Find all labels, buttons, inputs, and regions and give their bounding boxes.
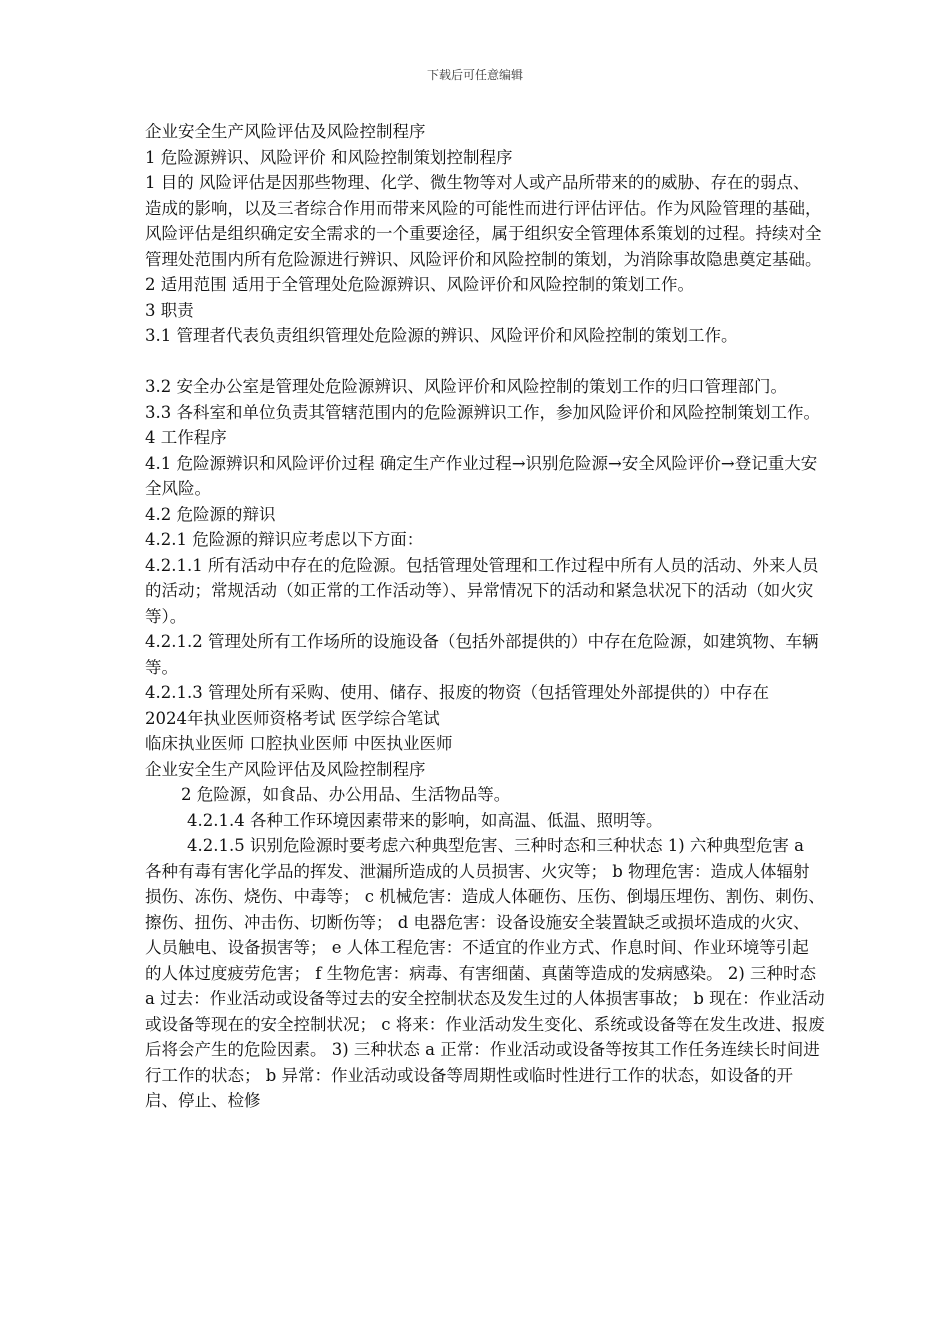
procedure-4-2-1-5: 4.2.1.5 识别危险源时要考虑六种典型危害、三种时态和三种状态 1) 六种典型危害 a 各种有毒有害化学品的挥发、泄漏所造成的人员损害、火灾等； b 物理危害：造成人体辐射损伤、冻伤、烧伤、中毒等； c 机械危害：造成人体砸伤、压伤、倒塌压埋伤、割伤、刺伤、擦伤、扭伤、冲击伤、切断伤等； d 电器危害：设备设施安全装置缺乏或损坏造成的火灾、人员触电、设备损害等； e 人体工程危害：不适宜的作业方式、作息时间、作业环境等引起的人体过度疲劳危害； f 生物危害：病毒、有害细菌、真菌等造成的发病感染。 2) 三种时态 a 过去：作业活动或设备等过去的安全控制状态及发生过的人体损害事故； b 现在：作业活动或设备等现在的安全控制状况； c 将来：作业活动发生变化、系统或设备等在发生改进、报废后将会产生的危险因素。 3) 三种状态 a 正常：作业活动或设备等按其工作任务连续长时间进行工作的状态； b 异常：作业活动或设备等周期性或临时性进行工作的状态，如设备的开启、停止、检修 [145, 836, 825, 1110]
document-body [145, 119, 825, 1114]
duty-3-2: 3.2 安全办公室是管理处危险源辨识、风险评价和风险控制的策划工作的归口管理部门。 [145, 377, 787, 396]
procedure-4-2: 4.2 危险源的辩识 [145, 504, 276, 524]
blank-line [145, 349, 825, 375]
scope-paragraph: 2 适用范围 适用于全管理处危险源辨识、风险评价和风险控制的策划工作。 [145, 275, 694, 294]
procedure-4-1: 4.1 危险源辨识和风险评价过程 确定生产作业过程→识别危险源→安全风险评价→登记重大安全风险。 [145, 453, 818, 498]
purpose-paragraph: 1 目的 风险评估是因那些物理、化学、微生物等对人或产品所带来的的威胁、存在的弱点、造成的影响，以及三者综合作用而带来风险的可能性而进行评估评估。作为风险管理的基础，风险评估是组织确定安全需求的一个重要途径，属于组织安全管理体系策划的过程。持续对全管理处范围内所有危险源进行辨识、风险评价和风险控制的策划，为消除事故隐患奠定基础。 [145, 173, 822, 269]
procedure-4-2-1-4: 4.2.1.4 各种工作环境因素带来的影响，如高温、低温、照明等。 [187, 810, 663, 830]
procedure-4-2-1-1: 4.2.1.1 所有活动中存在的危险源。包括管理处管理和工作过程中所有人员的活动、外来人员的活动；常规活动（如正常的工作活动等）、异常情况下的活动和紧急状况下的活动（如火灾等）。 [145, 555, 819, 626]
procedure-4-2-1-3: 4.2.1.3 管理处所有采购、使用、储存、报废的物资（包括管理处外部提供的）中存在 [145, 683, 769, 702]
ad-line-2: 临床执业医师 口腔执业医师 中医执业医师 [145, 734, 453, 753]
page-header: 下载后可任意编辑 [426, 68, 523, 82]
procedure-4-2-1-2: 4.2.1.2 管理处所有工作场所的设施设备（包括外部提供的）中存在危险源，如建筑物、车辆等。 [145, 632, 819, 677]
continued-paragraph: 2 危险源，如食品、办公用品、生活物品等。 [181, 785, 511, 804]
duty-3-1: 3.1 管理者代表负责组织管理处危险源的辨识、风险评价和风险控制的策划工作。 [145, 326, 738, 345]
ad-line-1: 2024年执业医师资格考试 医学综合笔试 [145, 708, 440, 728]
document-title: 企业安全生产风险评估及风险控制程序 [145, 122, 426, 141]
section-1-heading: 1 危险源辨识、风险评价 和风险控制策划控制程序 [145, 147, 513, 167]
duties-heading: 3 职责 [145, 300, 194, 320]
repeated-title: 企业安全生产风险评估及风险控制程序 [145, 759, 426, 779]
procedure-4-2-1: 4.2.1 危险源的辩识应考虑以下方面： [145, 530, 424, 549]
procedure-heading: 4 工作程序 [145, 428, 227, 447]
duty-3-3: 3.3 各科室和单位负责其管辖范围内的危险源辨识工作，参加风险评价和风险控制策划工作。 [145, 402, 820, 422]
